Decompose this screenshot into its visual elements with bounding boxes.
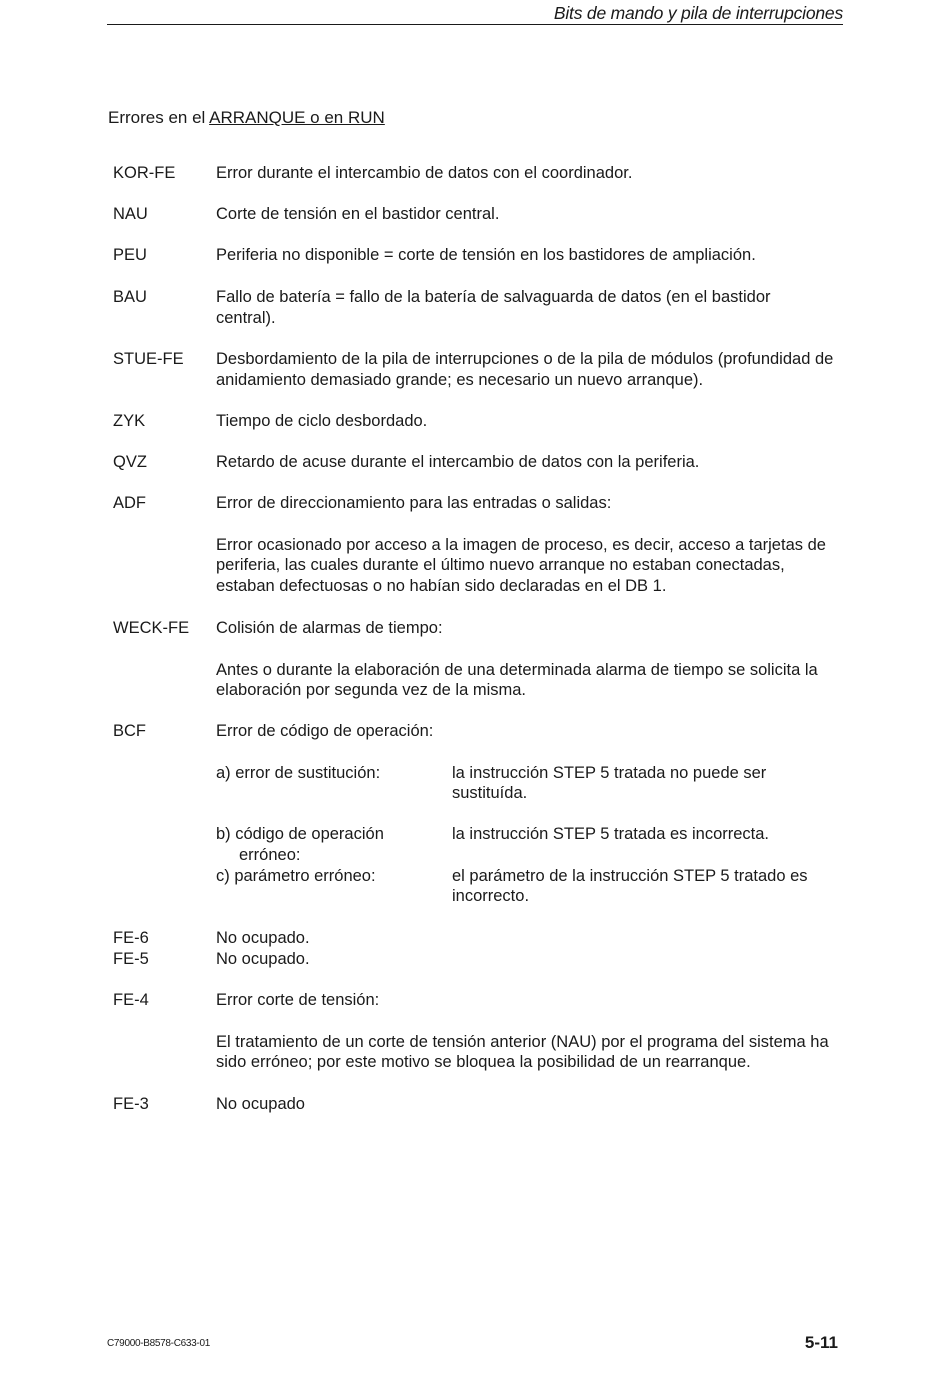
error-description: Periferia no disponible = corte de tensión en los bastidores de ampliación. — [216, 246, 756, 264]
error-entry-kor-fe — [113, 163, 843, 184]
error-entry-adf — [113, 493, 843, 597]
error-entry-fe-3 — [113, 1094, 843, 1115]
bcf-subitem-label-line1: b) código de operación — [216, 825, 384, 844]
error-explanation: Antes o durante la elaboración de una determinada alarma de tiempo se solicita la elaboración por segunda vez de la misma. — [216, 660, 818, 700]
error-description: Colisión de alarmas de tiempo: — [216, 619, 443, 637]
section-heading-underlined: ARRANQUE o en RUN — [209, 108, 385, 127]
error-description: No ocupado. — [216, 929, 310, 947]
bcf-subitem-label-line2: erróneo: — [239, 845, 301, 864]
error-code: KOR-FE — [113, 164, 176, 182]
error-description: No ocupado — [216, 1095, 305, 1113]
bcf-subitem-description: la instrucción STEP 5 tratada es incorrecta. — [452, 825, 770, 844]
error-description: Error de direccionamiento para las entradas o salidas: — [216, 494, 612, 512]
error-description: No ocupado. — [216, 950, 310, 968]
error-code: FE-5 — [113, 950, 149, 968]
error-entry-fe-5 — [113, 949, 843, 970]
error-description: Error durante el intercambio de datos con el coordinador. — [216, 164, 633, 182]
bcf-subitem-description: el parámetro de la instrucción STEP 5 tratado es incorrecto. — [452, 866, 808, 906]
error-description: Corte de tensión en el bastidor central. — [216, 205, 500, 223]
bcf-subitem-table — [216, 763, 843, 907]
error-entry-fe-6 — [113, 928, 843, 949]
error-code: FE-6 — [113, 929, 149, 947]
error-description: Error corte de tensión: — [216, 991, 380, 1009]
error-description: Tiempo de ciclo desbordado. — [216, 412, 428, 430]
bcf-subitem — [216, 763, 843, 804]
section-heading-prefix: Errores en el — [108, 108, 210, 127]
error-code: BAU — [113, 288, 147, 306]
error-code: NAU — [113, 205, 148, 223]
error-code: ADF — [113, 494, 146, 512]
error-code: FE-3 — [113, 1095, 149, 1113]
error-code: QVZ — [113, 453, 147, 471]
error-entry-peu — [113, 245, 843, 266]
error-entry-stue-fe — [113, 349, 843, 390]
error-code: BCF — [113, 722, 146, 740]
error-code: FE-4 — [113, 991, 149, 1009]
bcf-subitem-label: a) error de sustitución: — [216, 763, 381, 782]
error-code: WECK-FE — [113, 619, 190, 637]
error-entry-zyk — [113, 411, 843, 432]
section-heading — [108, 108, 385, 128]
error-entry-fe-4 — [113, 990, 843, 1073]
bcf-subitem-label: c) parámetro erróneo: — [216, 866, 376, 885]
bcf-subitem — [216, 866, 843, 907]
header-rule — [107, 24, 843, 25]
error-entry-bcf — [113, 721, 843, 907]
error-code: STUE-FE — [113, 350, 184, 368]
error-entry-weck-fe — [113, 618, 843, 701]
error-explanation: El tratamiento de un corte de tensión anterior (NAU) por el programa del sistema ha sido erróneo; por este motivo se bloquea la posibilidad de un rearranque. — [216, 1032, 829, 1072]
error-entry-nau — [113, 204, 843, 225]
document-number: C79000-B8578-C633-01 — [107, 1338, 210, 1349]
error-description: Fallo de batería = fallo de la batería de salvaguarda de datos (en el bastidor central). — [216, 288, 771, 327]
error-code: ZYK — [113, 412, 146, 430]
running-header: Bits de mando y pila de interrupciones — [553, 3, 843, 23]
bcf-subitem-label — [216, 824, 452, 865]
error-description: Retardo de acuse durante el intercambio de datos con la periferia. — [216, 453, 700, 471]
error-explanation: Error ocasionado por acceso a la imagen de proceso, es decir, acceso a tarjetas de periferia, las cuales durante el último nuevo arranque no estaban conectadas, estaban defectuosas o no habían sido declaradas en el DB 1. — [216, 535, 826, 596]
bcf-subitem-description: la instrucción STEP 5 tratada no puede ser sustituída. — [452, 763, 767, 803]
bcf-subitem — [216, 824, 843, 865]
error-entry-qvz — [113, 452, 843, 473]
error-entry-bau — [113, 287, 843, 328]
page-number: 5-11 — [804, 1333, 838, 1352]
error-code: PEU — [113, 246, 147, 264]
error-description: Desbordamiento de la pila de interrupciones o de la pila de módulos (profundidad de anidamiento demasiado grande; es necesario un nuevo arranque). — [216, 350, 834, 389]
error-description: Error de código de operación: — [216, 722, 434, 740]
